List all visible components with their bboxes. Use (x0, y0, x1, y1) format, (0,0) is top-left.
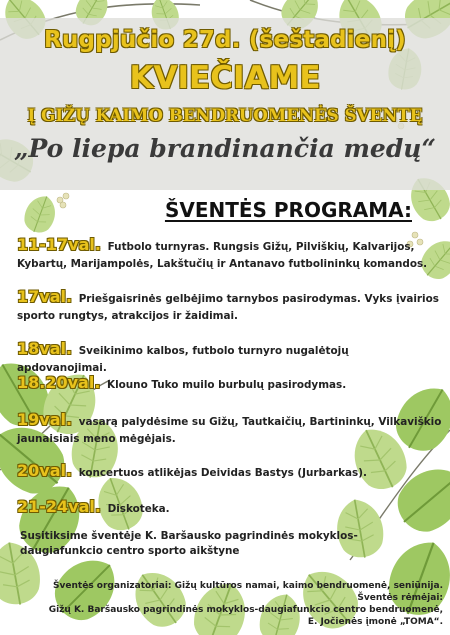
program-item (17, 411, 442, 448)
program-item-text: Futbolo turnyras. Rungsis Gižų, Pilviškių, Kalvarijos, Kybartų, Marijampolės, Lakštučių ir Antanavo futbolininkų komandos. (17, 241, 428, 270)
program-item-time: 21-24val. (17, 497, 101, 516)
program-item (17, 462, 442, 482)
program-item (17, 340, 442, 377)
program-item-time: 18val. (17, 339, 73, 358)
footer-credits (18, 580, 443, 628)
festival-name: Į GIŽŲ KAIMO BENDRUOMENĖS ŠVENTĘ (27, 106, 423, 125)
program-item-text: Diskoteka. (107, 503, 170, 515)
program-item-time: 20val. (17, 461, 73, 480)
program-item (17, 236, 442, 273)
program-item-time: 11-17val. (17, 235, 101, 254)
venue-note: Susitiksime šventėje K. Baršausko pagrindinės mokyklos-daugiafunkcio centro sporto aikštyne (20, 530, 358, 557)
event-date: Rugpjūčio 27d. (šeštadienį) (44, 27, 406, 53)
sponsors-title: Šventės rėmėjai: (357, 593, 443, 603)
organizers-line: Šventės organizatoriai: Gižų kultūros namai, kaimo bendruomenė, seniūnija. (53, 581, 443, 591)
program-item-text: koncertuos atlikėjas Deividas Bastys (Jurbarkas). (78, 467, 367, 479)
program-item (17, 374, 442, 394)
program-item-text: Klouno Tuko muilo burbulų pasirodymas. (107, 379, 347, 391)
sponsors-line-1: Gižų K. Baršausko pagrindinės mokyklos-daugiafunkcio centro bendruomenė, (48, 605, 443, 615)
program-item-time: 19val. (17, 410, 73, 429)
program-item-text: vasarą palydėsime su Gižų, Tautkaičių, Bartininkų, Vilkaviškio jaunaisiais meno mėgėjais. (17, 416, 442, 445)
program-item (17, 288, 442, 325)
sponsors-line-2: E. Jočienės įmonė „TOMA“. (307, 617, 443, 627)
program-item-time: 18.20val. (17, 373, 101, 392)
program-item-text: Sveikinimo kalbos, futbolo turnyro nugalėtojų apdovanojimai. (17, 345, 349, 374)
program-item-time: 17val. (17, 287, 73, 306)
program-title: ŠVENTĖS PROGRAMA: (164, 198, 412, 222)
festival-motto: „Po liepa brandinančia medų“ (14, 134, 436, 163)
program-item-text: Priešgaisrinės gelbėjimo tarnybos pasirodymas. Vyks įvairios sporto rungtys, atrakcijos ir žaidimai. (17, 293, 439, 322)
program-item (17, 498, 442, 518)
invite-heading: KVIEČIAME (129, 60, 321, 96)
